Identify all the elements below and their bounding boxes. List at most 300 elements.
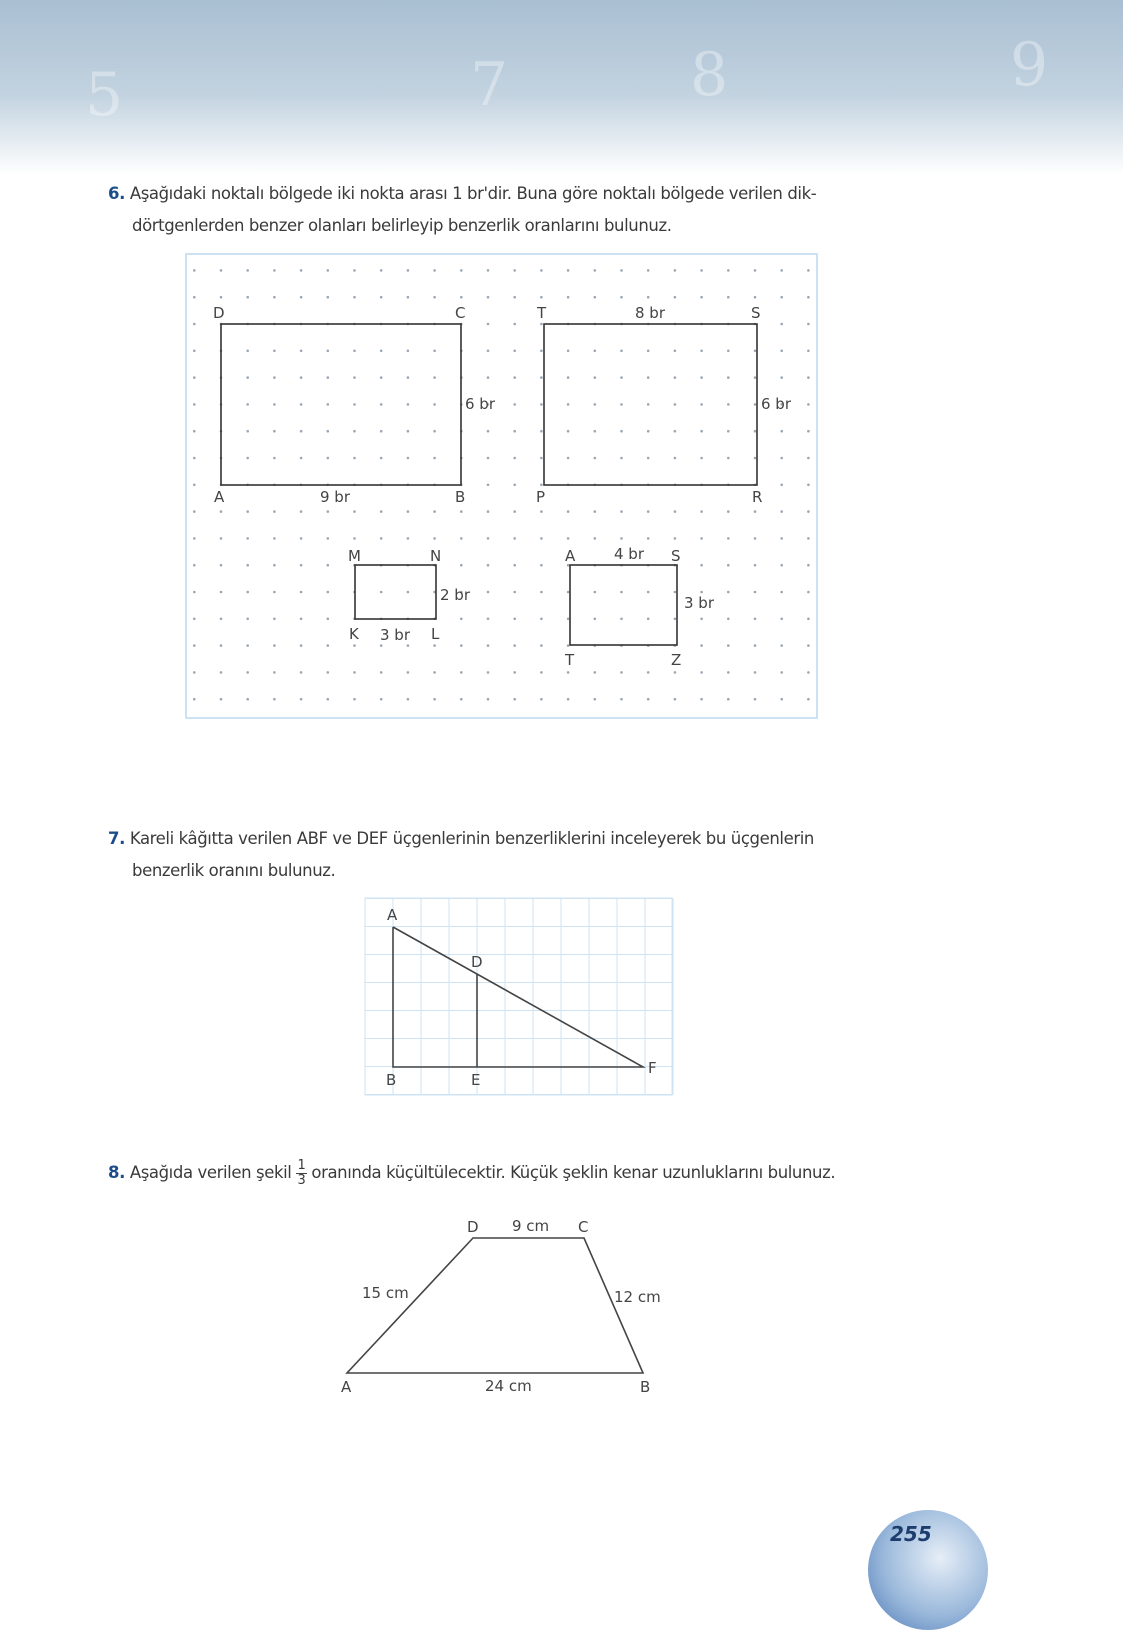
grid-dot	[807, 376, 810, 379]
grid-dot	[273, 457, 276, 460]
grid-dot	[273, 269, 276, 272]
grid-dot	[246, 269, 249, 272]
grid-dot	[487, 323, 490, 326]
grid-dot	[327, 430, 330, 433]
grid-dot	[513, 484, 516, 487]
grid-dot	[407, 671, 410, 674]
grid-dot	[594, 269, 597, 272]
banner-digit: 8	[690, 40, 729, 110]
grid-dot	[594, 537, 597, 540]
grid-dot	[246, 698, 249, 701]
grid-dot	[353, 457, 356, 460]
grid-dot	[727, 376, 730, 379]
grid-dot	[433, 403, 436, 406]
grid-dot	[647, 618, 650, 621]
grid-dot	[807, 537, 810, 540]
grid-dot	[487, 591, 490, 594]
grid-dot	[540, 323, 543, 326]
grid-dot	[327, 618, 330, 621]
grid-dot	[540, 430, 543, 433]
page-number-badge	[868, 1510, 988, 1630]
grid-dot	[246, 510, 249, 513]
grid-dot	[300, 350, 303, 353]
grid-dot	[780, 350, 783, 353]
banner-digit: 9	[1010, 30, 1049, 100]
grid-dot	[754, 350, 757, 353]
grid-dot	[513, 376, 516, 379]
question-text: Aşağıdaki noktalı bölgede iki nokta arası 1 br'dir. Buna göre noktalı bölgede verilen dik-	[129, 184, 817, 203]
grid-dot	[300, 296, 303, 299]
grid-dot	[380, 430, 383, 433]
grid-dot	[220, 618, 223, 621]
vertex-label: D	[471, 953, 483, 971]
vertex-label: L	[431, 625, 440, 643]
grid-dot	[300, 510, 303, 513]
grid-dot	[594, 430, 597, 433]
grid-dot	[300, 591, 303, 594]
grid-dot	[460, 510, 463, 513]
grid-dot	[807, 403, 810, 406]
grid-dot	[353, 376, 356, 379]
grid-dot	[433, 296, 436, 299]
grid-dot	[300, 457, 303, 460]
grid-dot	[380, 698, 383, 701]
question-text: Kareli kâğıtta verilen ABF ve DEF üçgenlerinin benzerliklerini inceleyerek bu üçgenlerin	[129, 829, 814, 848]
grid-dot	[674, 671, 677, 674]
grid-dot	[487, 457, 490, 460]
grid-dot	[220, 296, 223, 299]
grid-dot	[674, 698, 677, 701]
grid-dot	[327, 591, 330, 594]
grid-dot	[460, 644, 463, 647]
grid-dot	[620, 698, 623, 701]
grid-dot	[754, 537, 757, 540]
grid-dot	[540, 510, 543, 513]
grid-dot	[327, 457, 330, 460]
grid-dot	[567, 296, 570, 299]
grid-dot	[353, 698, 356, 701]
side-label: 8 br	[635, 304, 665, 322]
grid-dot	[353, 403, 356, 406]
grid-dot	[700, 591, 703, 594]
side-label: 15 cm	[362, 1284, 409, 1302]
grid-dot	[727, 644, 730, 647]
grid-dot	[567, 510, 570, 513]
side-label: 6 br	[761, 395, 791, 413]
grid-dot	[700, 296, 703, 299]
grid-dot	[273, 591, 276, 594]
grid-dot	[300, 671, 303, 674]
grid-dot	[700, 269, 703, 272]
grid-dot	[327, 376, 330, 379]
grid-dot	[754, 564, 757, 567]
grid-dot	[300, 698, 303, 701]
side-label: 24 cm	[485, 1377, 532, 1395]
grid-dot	[727, 537, 730, 540]
grid-dot	[273, 376, 276, 379]
grid-dot	[433, 537, 436, 540]
grid-dot	[620, 671, 623, 674]
grid-dot	[754, 671, 757, 674]
grid-dot	[727, 296, 730, 299]
grid-dot	[540, 591, 543, 594]
grid-dot	[807, 671, 810, 674]
grid-dot	[407, 537, 410, 540]
grid-dot	[780, 618, 783, 621]
grid-dot	[380, 376, 383, 379]
grid-dot	[487, 698, 490, 701]
vertex-label: T	[565, 651, 575, 669]
grid-dot	[353, 510, 356, 513]
grid-dot	[380, 537, 383, 540]
grid-dot	[780, 537, 783, 540]
side-label: 3 br	[380, 626, 410, 644]
grid-dot	[727, 350, 730, 353]
grid-dot	[513, 698, 516, 701]
grid-dot	[433, 671, 436, 674]
side-label: 2 br	[440, 586, 470, 604]
grid-dot	[807, 484, 810, 487]
question-number: 7.	[108, 829, 125, 848]
grid-dot	[754, 644, 757, 647]
grid-dot	[327, 269, 330, 272]
grid-dot	[380, 644, 383, 647]
vertex-label: T	[537, 304, 547, 322]
grid-dot	[567, 671, 570, 674]
grid-dot	[540, 296, 543, 299]
grid-dot	[620, 591, 623, 594]
grid-dot	[487, 671, 490, 674]
grid-dot	[460, 269, 463, 272]
grid-dot	[674, 618, 677, 621]
grid-dot	[246, 671, 249, 674]
grid-dot	[407, 376, 410, 379]
grid-dot	[754, 510, 757, 513]
grid-dot	[700, 376, 703, 379]
grid-dot	[540, 350, 543, 353]
grid-dot	[620, 618, 623, 621]
grid-dot	[487, 510, 490, 513]
grid-dot	[727, 564, 730, 567]
grid-dot	[594, 403, 597, 406]
fraction	[296, 1159, 308, 1188]
grid-dot	[246, 537, 249, 540]
triangles	[393, 927, 643, 1067]
grid-dot	[807, 269, 810, 272]
grid-dot	[220, 698, 223, 701]
vertex-label: C	[455, 304, 466, 322]
question-text: oranında küçültülecektir. Küçük şeklin kenar uzunluklarını bulunuz.	[311, 1163, 836, 1182]
grid-dot	[540, 269, 543, 272]
grid-dot	[327, 510, 330, 513]
grid-dot	[647, 698, 650, 701]
grid-dot	[674, 591, 677, 594]
grid-dot	[620, 430, 623, 433]
grid-dot	[407, 644, 410, 647]
grid-dot	[513, 671, 516, 674]
grid-dot	[460, 671, 463, 674]
grid-dot	[380, 296, 383, 299]
grid-dot	[567, 698, 570, 701]
grid-dot	[540, 671, 543, 674]
grid-dot	[513, 403, 516, 406]
grid-dot	[620, 376, 623, 379]
grid-dot	[594, 591, 597, 594]
grid-dot	[300, 564, 303, 567]
grid-dot	[380, 350, 383, 353]
vertex-label: A	[565, 547, 576, 565]
grid-dot	[540, 644, 543, 647]
grid-dot	[273, 618, 276, 621]
grid-dot	[220, 510, 223, 513]
grid-dot	[220, 564, 223, 567]
grid-dot	[540, 564, 543, 567]
grid-dot	[380, 510, 383, 513]
vertex-label: M	[348, 547, 361, 565]
grid-dot	[807, 618, 810, 621]
grid-dot	[700, 671, 703, 674]
grid-dot	[647, 350, 650, 353]
grid-dot	[700, 457, 703, 460]
grid-dot	[460, 564, 463, 567]
grid-dot	[594, 510, 597, 513]
grid-dot	[513, 564, 516, 567]
grid-dot	[540, 698, 543, 701]
grid-dot	[300, 618, 303, 621]
grid-dot	[300, 537, 303, 540]
grid-dot	[807, 350, 810, 353]
grid-dot	[273, 350, 276, 353]
grid-dot	[300, 430, 303, 433]
grid-dot	[433, 457, 436, 460]
grid-dot	[433, 510, 436, 513]
vertex-label: Z	[671, 651, 682, 669]
side-label: 9 br	[320, 488, 350, 506]
vertex-label: N	[430, 547, 442, 565]
grid-dot	[246, 376, 249, 379]
grid-dot	[647, 510, 650, 513]
question-number: 8.	[108, 1163, 125, 1182]
grid-dot	[620, 269, 623, 272]
grid-dot	[327, 698, 330, 701]
grid-dot	[807, 564, 810, 567]
grid-dot	[754, 457, 757, 460]
grid-dot	[300, 376, 303, 379]
grid-dot	[327, 403, 330, 406]
grid-dot	[567, 403, 570, 406]
grid-dot	[300, 644, 303, 647]
grid-dot	[460, 537, 463, 540]
grid-dot	[433, 269, 436, 272]
grid-dot	[193, 644, 196, 647]
grid-dot	[754, 618, 757, 621]
grid-dot	[487, 564, 490, 567]
grid-dot	[513, 510, 516, 513]
grid-dot	[246, 591, 249, 594]
grid-dot	[567, 350, 570, 353]
fraction-denominator: 3	[297, 1173, 306, 1188]
vertex-label: B	[386, 1071, 397, 1089]
grid-dot	[487, 296, 490, 299]
grid-dot	[487, 350, 490, 353]
grid-dot	[487, 269, 490, 272]
rectangle-mnlk	[355, 565, 436, 619]
grid-dot	[700, 430, 703, 433]
grid-dot	[700, 618, 703, 621]
grid-dot	[594, 618, 597, 621]
vertex-label: D	[467, 1218, 479, 1236]
grid-dot	[780, 564, 783, 567]
grid-dot	[460, 296, 463, 299]
grid-dot	[540, 537, 543, 540]
grid-dot	[193, 457, 196, 460]
grid-dot	[594, 671, 597, 674]
grid-dot	[513, 269, 516, 272]
grid-dot	[513, 323, 516, 326]
grid-dot	[727, 671, 730, 674]
grid-dot	[647, 671, 650, 674]
grid-dot	[674, 350, 677, 353]
grid-dot	[246, 457, 249, 460]
question-number: 6.	[108, 184, 125, 203]
grid-dot	[433, 698, 436, 701]
grid-dot	[300, 269, 303, 272]
grid-dot	[700, 510, 703, 513]
banner-digit: 5	[85, 60, 124, 130]
vertex-label: F	[648, 1059, 657, 1077]
grid-dot	[407, 510, 410, 513]
grid-dot	[407, 403, 410, 406]
grid-dot	[647, 296, 650, 299]
grid-dot	[193, 564, 196, 567]
grid-dot	[780, 296, 783, 299]
grid-dot	[513, 644, 516, 647]
grid-dot	[567, 376, 570, 379]
grid-dot	[327, 644, 330, 647]
grid-dot	[433, 430, 436, 433]
grid-dot	[567, 430, 570, 433]
question-text: dörtgenlerden benzer olanları belirleyip benzerlik oranlarını bulunuz.	[132, 216, 672, 235]
grid-dot	[540, 376, 543, 379]
side-label: 6 br	[465, 395, 495, 413]
grid-dot	[807, 323, 810, 326]
grid-dot	[193, 296, 196, 299]
grid-dot	[780, 591, 783, 594]
grid-dot	[567, 591, 570, 594]
grid-dot	[327, 296, 330, 299]
grid-dot	[674, 296, 677, 299]
grid-dot	[353, 296, 356, 299]
square-grid	[365, 898, 673, 1095]
grid-dot	[620, 457, 623, 460]
grid-dot	[220, 644, 223, 647]
grid-dot	[407, 430, 410, 433]
grid-dot	[193, 430, 196, 433]
grid-dot	[487, 484, 490, 487]
trapezoid	[347, 1238, 643, 1373]
grid-dot	[780, 457, 783, 460]
grid-dot	[647, 403, 650, 406]
grid-dot	[780, 698, 783, 701]
grid-dot	[193, 376, 196, 379]
grid-dot	[513, 296, 516, 299]
vertex-label: A	[387, 906, 398, 924]
grid-dot	[754, 591, 757, 594]
grid-dot	[700, 644, 703, 647]
vertex-label: A	[214, 488, 225, 506]
grid-dot	[353, 537, 356, 540]
grid-dot	[647, 591, 650, 594]
vertex-label: A	[341, 1378, 352, 1396]
grid-dot	[700, 350, 703, 353]
grid-dot	[567, 457, 570, 460]
grid-dot	[246, 296, 249, 299]
grid-dot	[487, 430, 490, 433]
grid-dot	[460, 618, 463, 621]
fraction-numerator: 1	[297, 1158, 306, 1173]
grid-dot	[513, 350, 516, 353]
grid-dot	[780, 376, 783, 379]
grid-dot	[620, 403, 623, 406]
grid-dot	[380, 269, 383, 272]
grid-dot	[193, 671, 196, 674]
rectangle-abcd	[221, 324, 461, 485]
grid-dot	[727, 591, 730, 594]
grid-dot	[380, 457, 383, 460]
vertex-label: S	[671, 547, 681, 565]
vertex-label: D	[213, 304, 225, 322]
grid-dot	[273, 296, 276, 299]
grid-dot	[246, 403, 249, 406]
grid-dot	[273, 671, 276, 674]
grid-dot	[193, 618, 196, 621]
grid-dot	[807, 296, 810, 299]
grid-dot	[407, 269, 410, 272]
grid-dot	[513, 430, 516, 433]
grid-dot	[460, 698, 463, 701]
grid-dot	[754, 296, 757, 299]
grid-dot	[273, 403, 276, 406]
grid-dot	[727, 698, 730, 701]
grid-dot	[780, 510, 783, 513]
grid-dot	[433, 644, 436, 647]
vertex-label: P	[536, 488, 546, 506]
grid-dot	[647, 537, 650, 540]
grid-dot	[754, 430, 757, 433]
grid-dot	[487, 644, 490, 647]
vertex-label: E	[471, 1071, 481, 1089]
grid-dot	[780, 323, 783, 326]
grid-dot	[273, 564, 276, 567]
grid-dot	[300, 403, 303, 406]
grid-dot	[700, 537, 703, 540]
vertex-label: C	[578, 1218, 589, 1236]
grid-dot	[353, 269, 356, 272]
grid-dot	[674, 430, 677, 433]
grid-dot	[193, 698, 196, 701]
grid-dot	[433, 376, 436, 379]
grid-dot	[327, 671, 330, 674]
grid-dot	[220, 269, 223, 272]
grid-dot	[594, 376, 597, 379]
grid-dot	[246, 564, 249, 567]
grid-dot	[220, 591, 223, 594]
grid-dot	[273, 698, 276, 701]
side-label: 3 br	[684, 594, 714, 612]
grid-dot	[487, 376, 490, 379]
grid-dot	[780, 269, 783, 272]
grid-dot	[594, 296, 597, 299]
